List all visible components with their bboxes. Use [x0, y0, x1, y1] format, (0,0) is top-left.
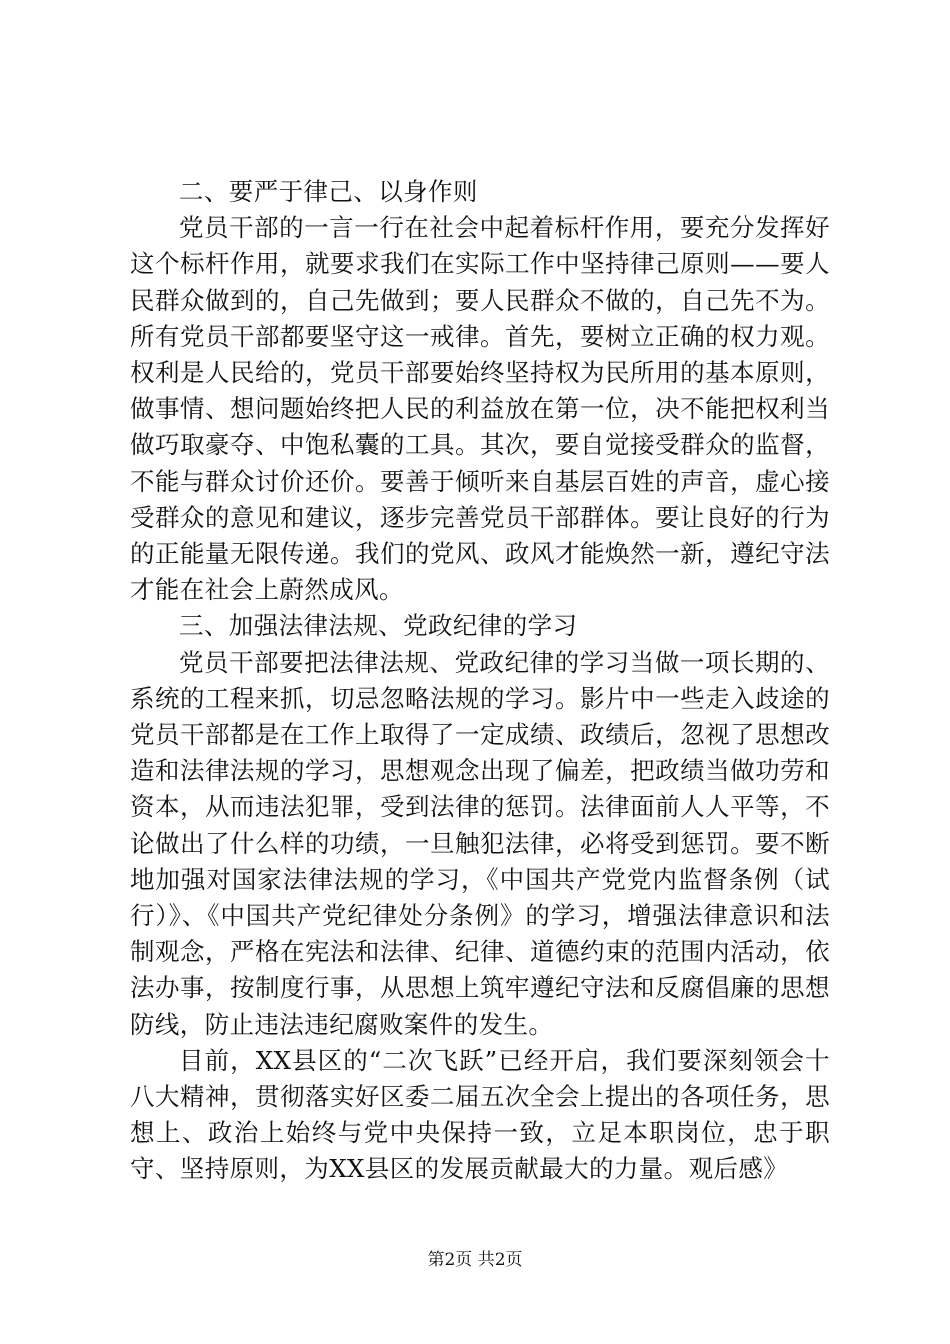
page-footer: 第2页 共2页: [427, 1250, 523, 1270]
body-paragraph: 党员干部的一言一行在社会中起着标杆作用，要充分发挥好这个标杆作用，就要求我们在实际工作中坚持律己原则——要人民群众做到的，自己先做到；要人民群众不做的，自己先不为。所有党员干部都要坚守这一戒律。首先，要树立正确的权力观。权利是人民给的，党员干部要始终坚持权为民所用的基本原则，做事情、想问题始终把人民的利益放在第一位，决不能把权利当做巧取豪夺、中饱私囊的工具。其次，要自觉接受群众的监督，不能与群众讨价还价。要善于倾听来自基层百姓的声音，虚心接受群众的意见和建议，逐步完善党员干部群体。要让良好的行为的正能量无限传递。我们的党风、政风才能焕然一新，遵纪守法才能在社会上蔚然成风。: [130, 213, 830, 605]
body-paragraph: 目前，XX县区的“二次飞跃”已经开启，我们要深刻领会十八大精神，贯彻落实好区委二届五次全会上提出的各项任务，思想上、政治上始终与党中央保持一致，立足本职岗位，忠于职守、坚持原则，为XX县区的发展贡献最大的力量。观后感》: [130, 1045, 830, 1184]
document-body: [130, 174, 830, 1188]
section-heading: 二、要严于律己、以身作则: [179, 177, 478, 206]
section-heading: 三、加强法律法规、党政纪律的学习: [179, 611, 578, 641]
body-paragraph: 党员干部要把法律法规、党政纪律的学习当做一项长期的、系统的工程来抓，切忌忽略法规的学习。影片中一些走入歧途的党员干部都是在工作上取得了一定成绩、政绩后，忽视了思想改造和法律法规的学习，思想观念出现了偏差，把政绩当做功劳和资本，从而违法犯罪，受到法律的惩罚。法律面前人人平等，不论做出了什么样的功绩，一旦触犯法律，必将受到惩罚。要不断地加强对国家法律法规的学习，《中国共产党党内监督条例（试行）》、《中国共产党纪律处分条例》的学习，增强法律意识和法制观念，严格在宪法和法律、纪律、道德约束的范围内活动，依法办事，按制度行事，从思想上筑牢遵纪守法和反腐倡廉的思想防线，防止违法违纪腐败案件的发生。: [130, 647, 830, 1039]
